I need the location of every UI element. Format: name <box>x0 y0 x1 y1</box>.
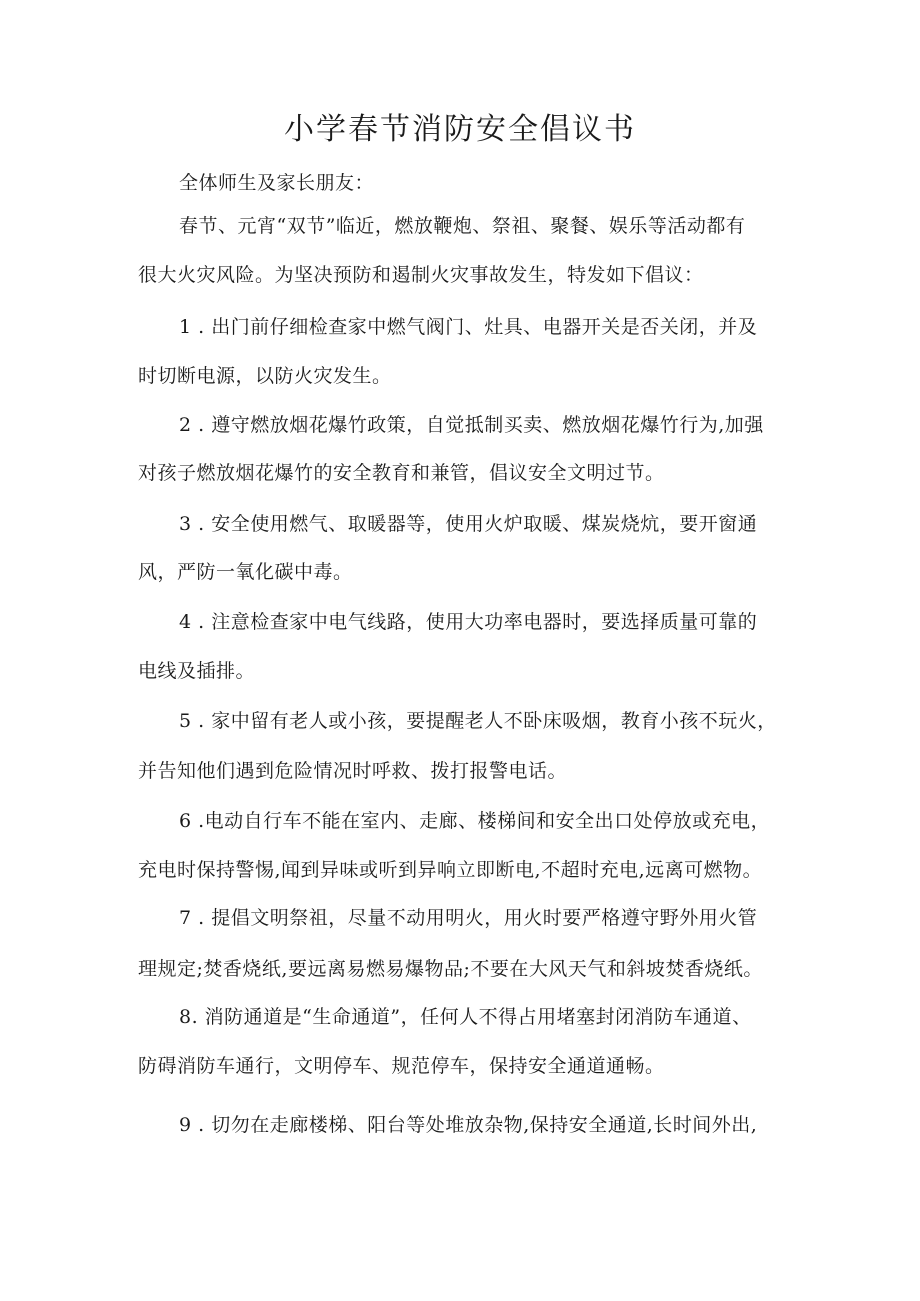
item-1-line-1: 1 . 出门前仔细检查家中燃气阀门、灶具、电器开关是否关闭，并及 <box>179 316 758 338</box>
item-8-line-1: 8. 消防通道是“生命通道”，任何人不得占用堵塞封闭消防车通道、 <box>179 1006 752 1028</box>
item-5-line-2: 并告知他们遇到危险情况时呼救、拨打报警电话。 <box>138 760 568 782</box>
item-3-line-1: 3 . 安全使用燃气、取暖器等，使用火炉取暖、煤炭烧炕，要开窗通 <box>179 513 758 535</box>
item-3-line-2: 风，严防一氧化碳中毒。 <box>138 561 353 583</box>
item-9-line-1: 9 . 切勿在走廊楼梯、阳台等处堆放杂物,保持安全通道,长时间外出, <box>179 1114 758 1136</box>
item-1-line-2: 时切断电源，以防火灾发生。 <box>138 365 392 387</box>
salutation: 全体师生及家长朋友： <box>179 172 375 194</box>
item-7-line-1: 7 . 提倡文明祭祖，尽量不动用明火，用火时要严格遵守野外用火管 <box>179 907 758 929</box>
item-2-line-1: 2 . 遵守燃放烟花爆竹政策，自觉抵制买卖、燃放烟花爆竹行为,加强 <box>179 414 764 436</box>
item-7-line-2: 理规定;焚香烧纸,要远离易燃易爆物品;不要在大风天气和斜坡焚香烧纸。 <box>138 958 763 980</box>
item-2-line-2: 对孩子燃放烟花爆竹的安全教育和兼管，倡议安全文明过节。 <box>138 462 665 484</box>
item-4-line-1: 4 . 注意检查家中电气线路，使用大功率电器时，要选择质量可靠的 <box>179 611 758 633</box>
item-6-line-1: 6 .电动自行车不能在室内、走廊、楼梯间和安全出口处停放或充电， <box>179 810 771 832</box>
item-8-line-2: 防碍消防车通行，文明停车、规范停车，保持安全通道通畅。 <box>138 1055 665 1077</box>
page-title: 小学春节消防安全倡议书 <box>284 112 636 147</box>
intro-line-1: 春节、元宵“双节”临近，燃放鞭炮、祭祖、聚餐、娱乐等活动都有 <box>179 215 746 237</box>
item-6-line-2: 充电时保持警惕,闻到异味或听到异响立即断电,不超时充电,远离可燃物。 <box>138 859 763 881</box>
item-4-line-2: 电线及插排。 <box>138 660 256 682</box>
item-5-line-1: 5 . 家中留有老人或小孩，要提醒老人不卧床吸烟，教育小孩不玩火， <box>179 710 777 732</box>
intro-line-2: 很大火灾风险。为坚决预防和遏制火灾事故发生，特发如下倡议： <box>138 264 704 286</box>
